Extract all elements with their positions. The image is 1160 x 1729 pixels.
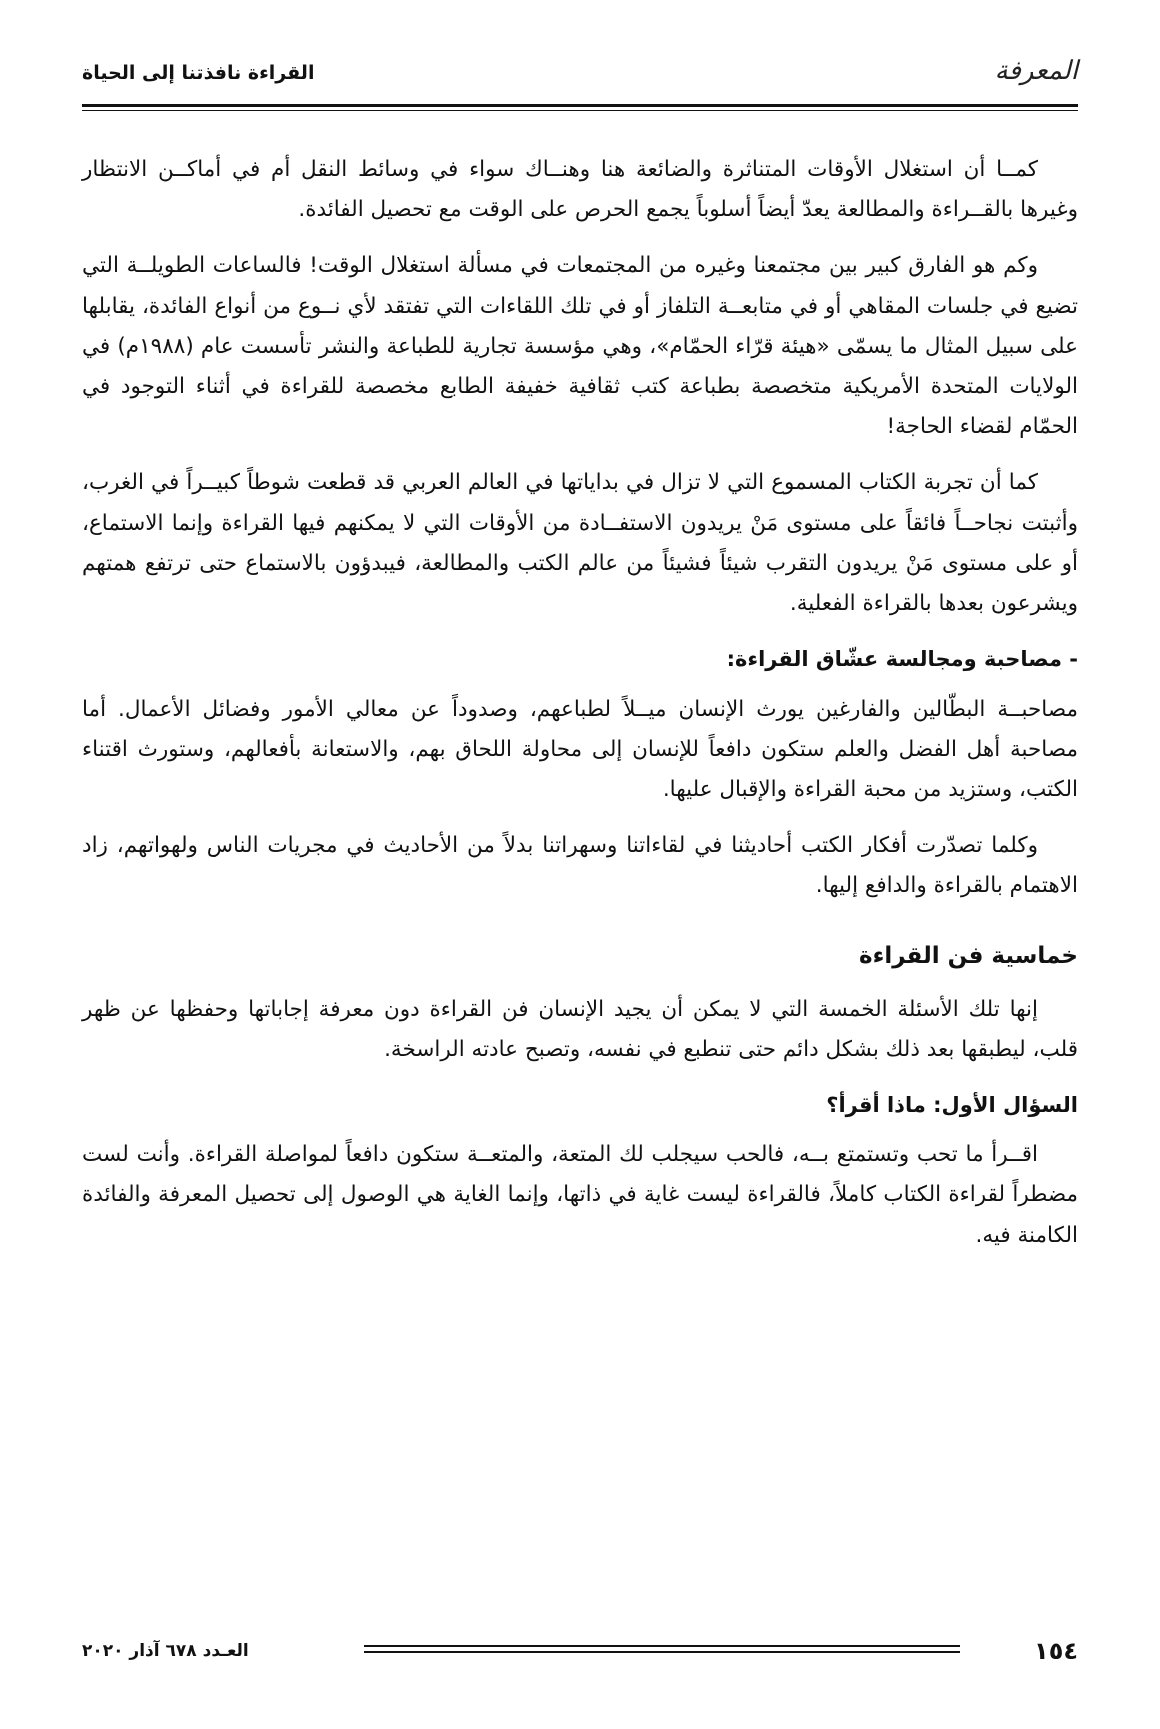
paragraph: وكم هو الفارق كبير بين مجتمعنا وغيره من المجتمعات في مسألة استغلال الوقت! فالساعات الطويلــة التي تضيع في جلسات المقاهي أو في متابعــة التلفاز أو في تلك اللقاءات التي تفتقد لأي نــوع من أنواع الفائدة، يقابلها على سبيل المثال ما يسمّى «هيئة قرّاء الحمّام»، وهي مؤسسة تجارية للطباعة والنشر تأسست عام (١٩٨٨م) في الولايات المتحدة الأمريكية متخصصة بطباعة كتب ثقافية خفيفة الطابع مخصصة للقراءة في أثناء التوجود في الحمّام لقضاء الحاجة! — [82, 253, 1079, 440]
paragraph: اقــرأ ما تحب وتستمتع بــه، فالحب سيجلب لك المتعة، والمتعــة ستكون دافعاً لمواصلة القراءة. وأنت لست مضطراً لقراءة الكتاب كاملاً، فالقراءة ليست غاية في ذاتها، وإنما الغاية هي الوصول إلى تحصيل المعرفة والفائدة الكامنة فيه. — [82, 1142, 1078, 1248]
header-rule-thin — [82, 110, 1078, 111]
header-rule — [82, 104, 1078, 107]
section-title: خماسية فن القراءة — [859, 942, 1078, 969]
page-number: ١٥٤ — [1034, 1637, 1078, 1665]
subheading: السؤال الأول: ماذا أقرأ؟ — [826, 1092, 1078, 1117]
page-header — [82, 48, 1078, 106]
paragraph: كما أن تجربة الكتاب المسموع التي لا تزال في بداياتها في العالم العربي قد قطعت شوطاً كبيــراً في الغرب، وأثبتت نجاحــاً فائقاً على مستوى مَنْ يريدون الاستفــادة من الأوقات التي لا يمكنهم فيها القراءة وإنما الاستماع، أو على مستوى مَنْ يريدون التقرب شيئاً فشيئاً من عالم الكتب والمطالعة، فيبدؤون بالاستماع حتى ترتفع همتهم ويشرعون بعدها بالقراءة الفعلية. — [82, 470, 1078, 617]
article-body — [82, 150, 1078, 1272]
page-footer — [82, 1637, 1078, 1673]
paragraph: إنها تلك الأسئلة الخمسة التي لا يمكن أن يجيد الإنسان فن القراءة دون معرفة إجاباتها وحفظها عن ظهر قلب، ليطبقها بعد ذلك بشكل دائم حتى تنطبع في نفسه، وتصبح عادته الراسخة. — [82, 996, 1078, 1062]
running-title: القراءة نافذتنا إلى الحياة — [82, 62, 315, 84]
paragraph: وكلما تصدّرت أفكار الكتب أحاديثنا في لقاءاتنا وسهراتنا بدلاً من الأحاديث في مجريات الناس ولهواتهم، زاد الاهتمام بالقراءة والدافع إليها. — [82, 833, 1078, 899]
paragraph: كمــا أن استغلال الأوقات المتناثرة والضائعة هنا وهنــاك سواء في وسائط النقل أم في أماكــن الانتظار وغيرها بالقــراءة والمطالعة يعدّ أيضاً أسلوباً يجمع الحرص على الوقت مع تحصيل الفائدة. — [82, 157, 1078, 223]
magazine-logo: المعرفة — [994, 56, 1078, 86]
paragraph: مصاحبــة البطّالين والفارغين يورث الإنسان ميــلاً لطباعهم، وصدوداً عن معالي الأمور وفضائل الأعمال. أما مصاحبة أهل الفضل والعلم ستكون دافعاً للإنسان إلى محاولة اللحاق بهم، والاستعانة بأفعالهم، وستورث اقتناء الكتب، وستزيد من محبة القراءة والإقبال عليها. — [82, 696, 1078, 802]
subheading: - مصاحبة ومجالسة عشّاق القراءة: — [726, 647, 1078, 672]
issue-info: العـدد ٦٧٨ آذار ٢٠٢٠ — [82, 1641, 249, 1661]
footer-rule — [364, 1645, 960, 1657]
